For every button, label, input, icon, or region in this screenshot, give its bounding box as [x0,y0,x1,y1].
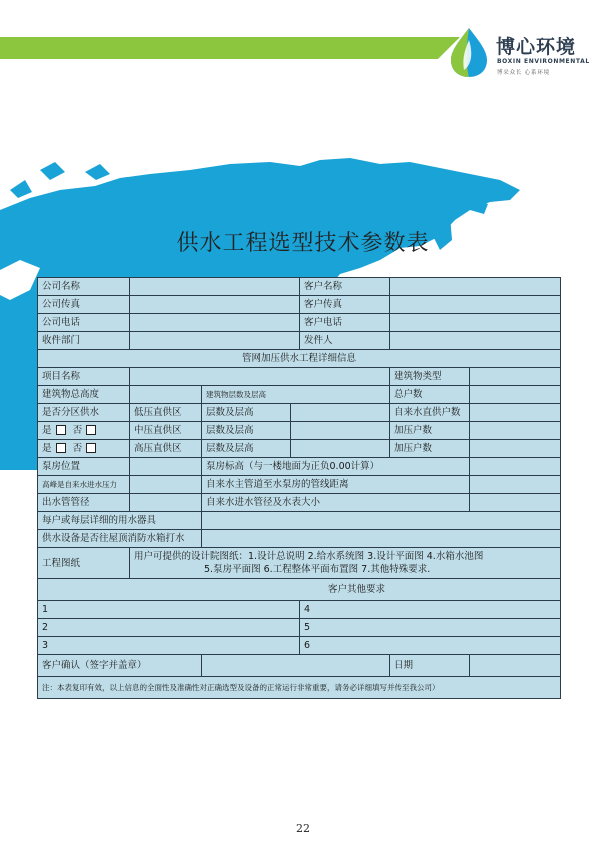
fixtures-label: 每户或每层详细的用水器具 [38,512,202,530]
table-row [38,579,561,601]
table-row [38,655,561,677]
table-row [38,278,561,296]
yes-checkbox[interactable] [56,443,66,453]
brand-name-en: BOXIN ENVIRONMENTAL [497,58,590,65]
client-name-field[interactable] [390,278,561,296]
company-name-label: 公司名称 [38,278,130,296]
no-label: 否 [72,442,83,454]
brand-logo [446,26,596,82]
mid-zone-label: 中压直供区 [130,422,202,440]
table-row [38,677,561,699]
table-row [38,350,561,368]
sender-field[interactable] [390,332,561,350]
table-row [38,440,561,458]
other-item-5[interactable]: 5 [300,619,561,637]
mid-zone-floors-field[interactable] [291,422,390,440]
table-row [38,476,561,494]
tap-pressure-field[interactable] [130,476,202,494]
other-item-4[interactable]: 4 [300,601,561,619]
yes-checkbox[interactable] [56,425,66,435]
total-height-label: 建筑物总高度 [38,386,130,404]
pump-position-label: 泵房位置 [38,458,130,476]
drawings-label: 工程图纸 [38,548,130,579]
table-row [38,314,561,332]
table-row [38,619,561,637]
inlet-diameter-label: 自来水进水管径及水表大小 [202,494,470,512]
receiving-dept-label: 收件部门 [38,332,130,350]
footnote: 注：本表复印有效，以上信息的全面性及准确性对正确选型及设备的正常运行非常重要，请务必详细填写并传至我公司） [38,677,561,699]
sender-label: 发件人 [300,332,390,350]
no-checkbox[interactable] [86,443,96,453]
building-type-label: 建筑物类型 [390,368,470,386]
main-distance-field[interactable] [470,476,561,494]
households-field[interactable] [470,386,561,404]
client-name-label: 客户名称 [300,278,390,296]
table-row [38,422,561,440]
pump-elevation-field[interactable] [470,458,561,476]
table-row [38,296,561,314]
other-item-2[interactable]: 2 [38,619,300,637]
boost-households-label: 加压户数 [390,440,470,458]
low-zone-label: 低压直供区 [130,404,202,422]
company-fax-field[interactable] [130,296,300,314]
floors-height-label: 层数及层高 [202,440,291,458]
receiving-dept-field[interactable] [130,332,300,350]
yes-label: 是 [42,442,52,454]
low-zone-floors-field[interactable] [291,404,390,422]
project-name-field[interactable] [130,368,390,386]
outlet-diameter-field[interactable] [130,494,202,512]
fixtures-field[interactable] [202,512,561,530]
other-item-3[interactable]: 3 [38,637,300,655]
client-signature-field[interactable] [202,655,390,677]
project-name-label: 项目名称 [38,368,130,386]
company-name-field[interactable] [130,278,300,296]
spec-form-table [37,277,561,699]
no-checkbox[interactable] [86,425,96,435]
high-zone-label: 高压直供区 [130,440,202,458]
main-distance-label: 自来水主管道至水泵房的管线距离 [202,476,470,494]
company-phone-field[interactable] [130,314,300,332]
table-row [38,548,561,579]
date-field[interactable] [470,655,561,677]
tap-households-field[interactable] [470,404,561,422]
table-row [38,530,561,548]
tap-pressure-label: 高峰是自来水进水压力 [38,476,130,494]
floors-label: 建筑物层数及层高 [202,386,390,404]
roof-tank-label: 供水设备是否往屋顶消防水箱打水 [38,530,202,548]
client-fax-label: 客户传真 [300,296,390,314]
pump-position-field[interactable] [130,458,202,476]
table-row [38,368,561,386]
table-row [38,332,561,350]
table-row [38,458,561,476]
tap-households-label: 自来水直供户数 [390,404,470,422]
brand-name-cn: 博心环境 [496,36,577,58]
building-type-field[interactable] [470,368,561,386]
brand-slogan: 博采众长 心系环境 [497,70,550,76]
high-zone-floors-field[interactable] [291,440,390,458]
table-row [38,637,561,655]
client-confirm-label: 客户确认（签字并盖章） [38,655,202,677]
company-fax-label: 公司传真 [38,296,130,314]
other-requirements-header: 客户其他要求 [38,579,561,601]
floors-height-label: 层数及层高 [202,422,291,440]
client-phone-field[interactable] [390,314,561,332]
drawings-line-2: 5.泵房平面图 6.工程整体平面布置图 7.其他特殊要求. [204,564,431,575]
table-row [38,404,561,422]
yes-no-choice [38,440,130,458]
table-row [38,512,561,530]
zoned-supply-label: 是否分区供水 [38,404,130,422]
pump-elevation-label: 泵房标高（与一楼地面为正负0.00计算） [202,458,470,476]
client-phone-label: 客户电话 [300,314,390,332]
table-row [38,601,561,619]
other-item-1[interactable]: 1 [38,601,300,619]
no-label: 否 [72,424,83,436]
date-label: 日期 [390,655,470,677]
table-row [38,494,561,512]
header-green-band [0,37,438,59]
page-title: 供水工程选型技术参数表 [176,231,430,256]
yes-no-choice [38,422,130,440]
leaf-drop-icon [446,26,492,78]
inlet-diameter-field[interactable] [470,494,561,512]
section-header: 管网加压供水工程详细信息 [38,350,561,368]
outlet-diameter-label: 出水管管径 [38,494,130,512]
boost-households-label: 加压户数 [390,422,470,440]
households-label: 总户数 [390,386,470,404]
boost-households-field[interactable] [470,422,561,440]
client-fax-field[interactable] [390,296,561,314]
drawings-description [130,548,561,579]
roof-tank-field[interactable] [202,530,561,548]
total-height-field[interactable] [130,386,202,404]
page-number: 22 [296,822,310,835]
boost-households-field-2[interactable] [470,440,561,458]
table-row [38,386,561,404]
other-item-6[interactable]: 6 [300,637,561,655]
yes-label: 是 [42,424,52,436]
floors-height-label: 层数及层高 [202,404,291,422]
company-phone-label: 公司电话 [38,314,130,332]
drawings-line-1: 用户可提供的设计院图纸：1.设计总说明 2.给水系统图 3.设计平面图 4.水箱水池图 [134,551,484,562]
